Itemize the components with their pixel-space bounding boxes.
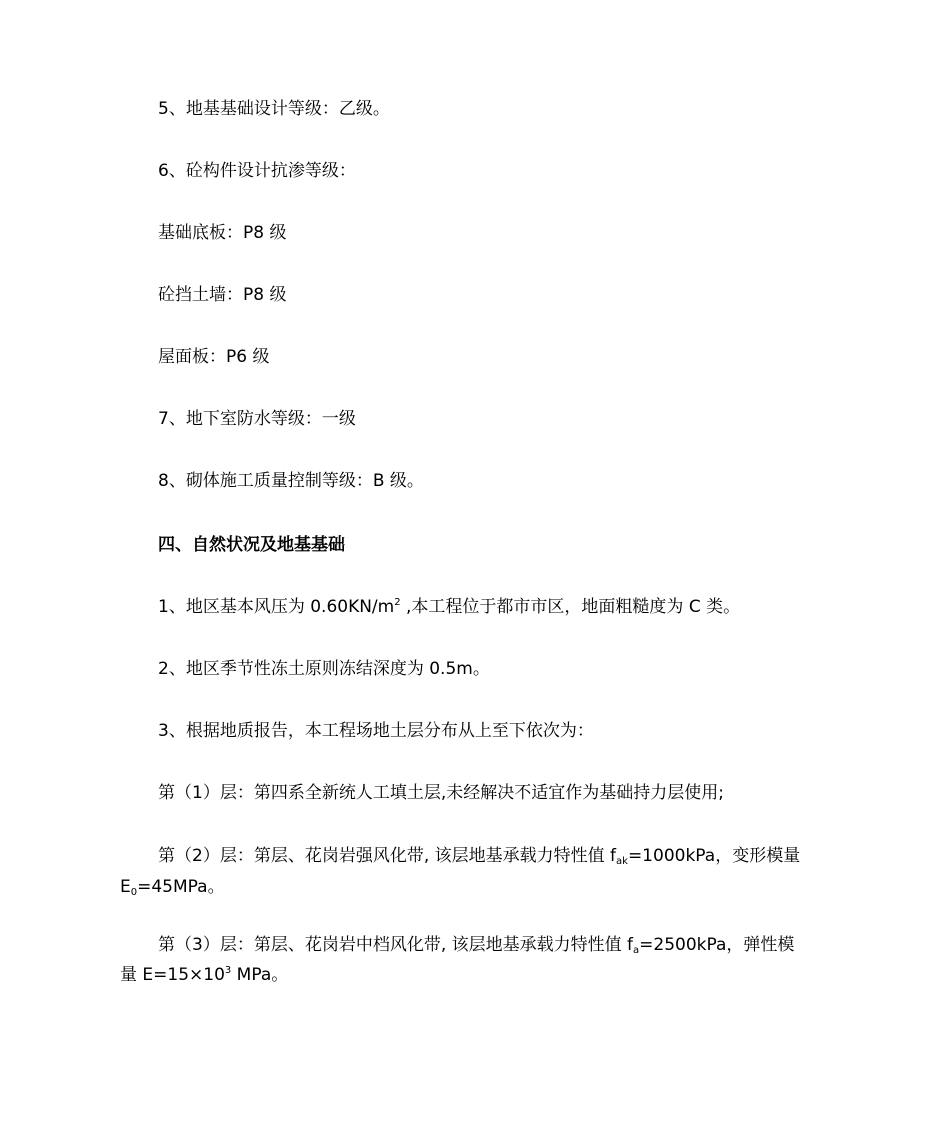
item-8-masonry-grade: 8、砌体施工质量控制等级：B 级。 (158, 471, 424, 491)
wind-superscript: 2 (394, 597, 401, 608)
item-5-foundation-grade: 5、地基基础设计等级：乙级。 (158, 99, 390, 119)
wind-text-after: ,本工程位于都市市区，地面粗糙度为 C 类。 (400, 597, 741, 617)
wind-pressure-paragraph (158, 596, 740, 618)
layer-3-text-after: =2500kPa，弹性模 (639, 935, 795, 955)
layer-3-line-2 (120, 964, 288, 986)
section-4-heading: 四、自然状况及地基基础 (158, 535, 345, 555)
layer-2-line-2 (120, 876, 225, 898)
layer-3-text-before: 第（3）层：第层、花岗岩中档风化带, 该层地基承载力特性值 f (158, 935, 634, 955)
layer-2-modulus-subscript: 0 (130, 887, 138, 898)
geology-intro-paragraph: 3、根据地质报告，本工程场地土层分布从上至下依次为： (158, 721, 594, 741)
item-6-impermeability-grade: 6、砼构件设计抗渗等级： (158, 161, 356, 181)
layer-3-subscript: a (633, 945, 640, 956)
layer-2-text-before: 第（2）层：第层、花岗岩强风化带, 该层地基承载力特性值 f (158, 846, 617, 866)
layer-3-modulus-text: 量 E=15×10 (120, 965, 225, 985)
layer-2-modulus-value: =45MPa。 (137, 877, 225, 897)
layer-2-modulus-symbol: E (120, 877, 131, 897)
frost-depth-paragraph: 2、地区季节性冻土原则冻结深度为 0.5m。 (158, 659, 490, 679)
retaining-wall-grade: 砼挡土墙：P8 级 (158, 285, 287, 305)
layer-2-line-1 (158, 845, 800, 867)
layer-2-subscript: ak (616, 856, 628, 867)
roof-slab-grade: 屋面板：P6 级 (158, 347, 270, 367)
wind-text-before: 1、地区基本风压为 0.60KN/m (158, 597, 395, 617)
item-7-waterproof-grade: 7、地下室防水等级：一级 (158, 409, 356, 429)
layer-1-paragraph: 第（1）层：第四系全新统人工填土层,未经解决不适宜作为基础持力层使用; (158, 783, 724, 803)
layer-3-modulus-unit: MPa。 (231, 965, 289, 985)
layer-2-text-after: =1000kPa，变形模量 (627, 846, 801, 866)
layer-3-superscript: 3 (224, 965, 232, 976)
base-slab-grade: 基础底板：P8 级 (158, 223, 287, 243)
layer-3-line-1 (158, 934, 794, 956)
